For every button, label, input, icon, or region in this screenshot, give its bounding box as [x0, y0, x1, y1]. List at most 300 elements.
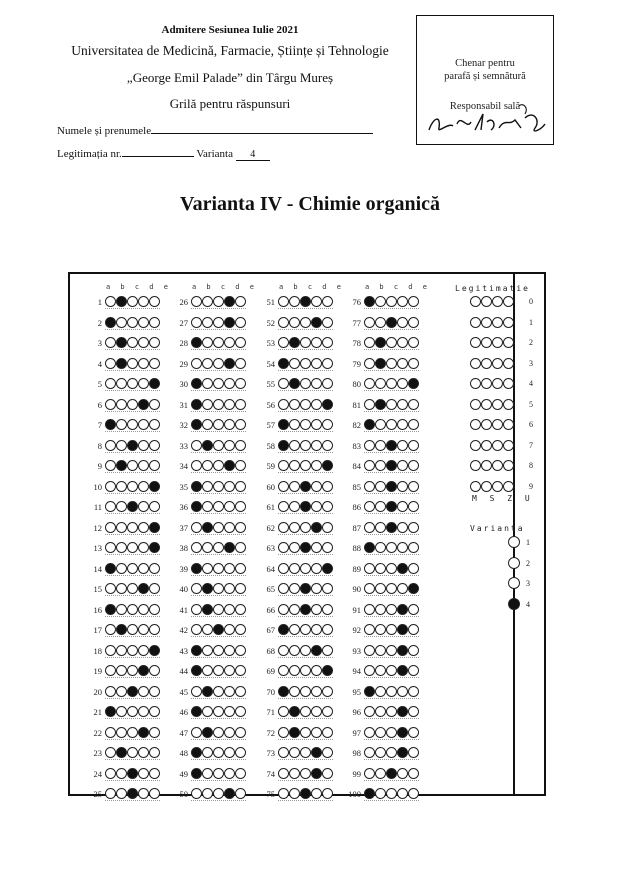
bubble-b[interactable] [202, 296, 213, 307]
bubble-d[interactable] [397, 358, 408, 369]
bubble-c[interactable] [386, 624, 397, 635]
bubble-a[interactable] [278, 645, 289, 656]
bubble-d[interactable] [311, 460, 322, 471]
id-digit-bubble[interactable] [492, 358, 503, 369]
bubble-c[interactable] [386, 542, 397, 553]
bubble-e[interactable] [408, 481, 419, 492]
bubble-d[interactable] [224, 419, 235, 430]
variant-bubble-2[interactable] [508, 557, 520, 569]
bubble-b[interactable] [375, 522, 386, 533]
bubble-a[interactable] [105, 419, 116, 430]
id-digit-bubble[interactable] [470, 481, 481, 492]
bubble-c[interactable] [300, 788, 311, 799]
variant-bubble-3[interactable] [508, 577, 520, 589]
id-digit-bubble[interactable] [481, 358, 492, 369]
bubble-c[interactable] [127, 563, 138, 574]
bubble-e[interactable] [408, 686, 419, 697]
bubble-d[interactable] [311, 440, 322, 451]
bubble-c[interactable] [127, 358, 138, 369]
bubble-c[interactable] [213, 563, 224, 574]
bubble-a[interactable] [364, 419, 375, 430]
bubble-b[interactable] [116, 358, 127, 369]
bubble-d[interactable] [397, 768, 408, 779]
bubble-e[interactable] [235, 378, 246, 389]
bubble-a[interactable] [278, 481, 289, 492]
bubble-a[interactable] [364, 440, 375, 451]
bubble-a[interactable] [191, 419, 202, 430]
bubble-a[interactable] [278, 399, 289, 410]
bubble-d[interactable] [138, 686, 149, 697]
bubble-a[interactable] [105, 522, 116, 533]
bubble-e[interactable] [322, 378, 333, 389]
bubble-c[interactable] [127, 337, 138, 348]
bubble-e[interactable] [408, 768, 419, 779]
bubble-b[interactable] [375, 358, 386, 369]
bubble-e[interactable] [322, 296, 333, 307]
bubble-a[interactable] [364, 460, 375, 471]
bubble-b[interactable] [289, 440, 300, 451]
id-digit-bubble[interactable] [503, 440, 514, 451]
bubble-e[interactable] [149, 399, 160, 410]
bubble-e[interactable] [322, 604, 333, 615]
bubble-e[interactable] [235, 337, 246, 348]
bubble-e[interactable] [235, 665, 246, 676]
bubble-c[interactable] [127, 296, 138, 307]
bubble-e[interactable] [322, 747, 333, 758]
bubble-d[interactable] [397, 542, 408, 553]
bubble-b[interactable] [202, 624, 213, 635]
bubble-a[interactable] [278, 522, 289, 533]
bubble-b[interactable] [202, 542, 213, 553]
bubble-e[interactable] [235, 317, 246, 328]
bubble-b[interactable] [375, 768, 386, 779]
bubble-e[interactable] [322, 706, 333, 717]
id-digit-bubble[interactable] [503, 460, 514, 471]
bubble-d[interactable] [397, 788, 408, 799]
bubble-b[interactable] [116, 542, 127, 553]
bubble-a[interactable] [364, 768, 375, 779]
bubble-e[interactable] [235, 399, 246, 410]
bubble-e[interactable] [322, 727, 333, 738]
bubble-c[interactable] [213, 604, 224, 615]
bubble-b[interactable] [116, 645, 127, 656]
variant-bubble-1[interactable] [508, 536, 520, 548]
bubble-a[interactable] [191, 768, 202, 779]
bubble-e[interactable] [322, 522, 333, 533]
id-digit-bubble[interactable] [481, 399, 492, 410]
bubble-d[interactable] [138, 706, 149, 717]
id-digit-bubble[interactable] [492, 378, 503, 389]
bubble-a[interactable] [278, 563, 289, 574]
bubble-d[interactable] [397, 604, 408, 615]
bubble-b[interactable] [116, 296, 127, 307]
bubble-d[interactable] [224, 358, 235, 369]
bubble-a[interactable] [105, 399, 116, 410]
bubble-a[interactable] [278, 501, 289, 512]
bubble-c[interactable] [213, 665, 224, 676]
bubble-a[interactable] [191, 727, 202, 738]
bubble-a[interactable] [278, 788, 289, 799]
bubble-d[interactable] [224, 296, 235, 307]
bubble-a[interactable] [278, 542, 289, 553]
bubble-a[interactable] [364, 788, 375, 799]
bubble-a[interactable] [105, 440, 116, 451]
id-digit-bubble[interactable] [470, 440, 481, 451]
bubble-e[interactable] [322, 460, 333, 471]
bubble-e[interactable] [149, 624, 160, 635]
bubble-d[interactable] [311, 481, 322, 492]
bubble-a[interactable] [191, 542, 202, 553]
bubble-e[interactable] [235, 583, 246, 594]
bubble-b[interactable] [375, 583, 386, 594]
bubble-c[interactable] [386, 399, 397, 410]
bubble-c[interactable] [386, 337, 397, 348]
bubble-d[interactable] [397, 378, 408, 389]
bubble-e[interactable] [149, 645, 160, 656]
bubble-b[interactable] [116, 563, 127, 574]
bubble-d[interactable] [224, 645, 235, 656]
bubble-d[interactable] [397, 501, 408, 512]
bubble-a[interactable] [364, 604, 375, 615]
bubble-c[interactable] [386, 419, 397, 430]
bubble-c[interactable] [386, 727, 397, 738]
bubble-c[interactable] [300, 317, 311, 328]
bubble-c[interactable] [213, 460, 224, 471]
bubble-e[interactable] [149, 419, 160, 430]
bubble-e[interactable] [322, 337, 333, 348]
id-digit-bubble[interactable] [470, 358, 481, 369]
bubble-b[interactable] [116, 788, 127, 799]
bubble-b[interactable] [289, 747, 300, 758]
bubble-d[interactable] [397, 686, 408, 697]
bubble-d[interactable] [138, 542, 149, 553]
bubble-a[interactable] [364, 296, 375, 307]
bubble-c[interactable] [300, 665, 311, 676]
bubble-b[interactable] [375, 481, 386, 492]
bubble-e[interactable] [149, 460, 160, 471]
bubble-e[interactable] [235, 747, 246, 758]
bubble-c[interactable] [127, 747, 138, 758]
bubble-b[interactable] [375, 604, 386, 615]
bubble-e[interactable] [235, 563, 246, 574]
bubble-c[interactable] [300, 481, 311, 492]
bubble-b[interactable] [202, 727, 213, 738]
bubble-b[interactable] [289, 563, 300, 574]
bubble-c[interactable] [127, 481, 138, 492]
bubble-b[interactable] [202, 440, 213, 451]
bubble-b[interactable] [202, 378, 213, 389]
bubble-e[interactable] [149, 665, 160, 676]
bubble-d[interactable] [311, 686, 322, 697]
bubble-c[interactable] [213, 399, 224, 410]
bubble-c[interactable] [300, 727, 311, 738]
bubble-e[interactable] [408, 337, 419, 348]
bubble-d[interactable] [311, 747, 322, 758]
bubble-e[interactable] [149, 358, 160, 369]
bubble-b[interactable] [116, 440, 127, 451]
bubble-c[interactable] [386, 583, 397, 594]
bubble-b[interactable] [375, 706, 386, 717]
id-digit-bubble[interactable] [470, 317, 481, 328]
bubble-d[interactable] [397, 645, 408, 656]
bubble-e[interactable] [235, 419, 246, 430]
bubble-a[interactable] [278, 296, 289, 307]
bubble-d[interactable] [138, 419, 149, 430]
bubble-b[interactable] [202, 604, 213, 615]
bubble-c[interactable] [213, 337, 224, 348]
bubble-e[interactable] [235, 440, 246, 451]
bubble-e[interactable] [408, 440, 419, 451]
bubble-b[interactable] [289, 501, 300, 512]
bubble-a[interactable] [191, 358, 202, 369]
bubble-c[interactable] [300, 604, 311, 615]
bubble-e[interactable] [235, 604, 246, 615]
bubble-a[interactable] [105, 296, 116, 307]
bubble-b[interactable] [116, 481, 127, 492]
bubble-a[interactable] [278, 727, 289, 738]
bubble-d[interactable] [138, 727, 149, 738]
bubble-e[interactable] [408, 583, 419, 594]
bubble-d[interactable] [397, 563, 408, 574]
bubble-b[interactable] [202, 706, 213, 717]
bubble-b[interactable] [202, 563, 213, 574]
bubble-b[interactable] [375, 317, 386, 328]
bubble-a[interactable] [278, 378, 289, 389]
bubble-e[interactable] [408, 296, 419, 307]
bubble-b[interactable] [116, 706, 127, 717]
bubble-c[interactable] [213, 624, 224, 635]
bubble-a[interactable] [191, 645, 202, 656]
bubble-b[interactable] [289, 460, 300, 471]
bubble-d[interactable] [397, 419, 408, 430]
bubble-c[interactable] [386, 788, 397, 799]
bubble-b[interactable] [289, 337, 300, 348]
bubble-c[interactable] [300, 706, 311, 717]
bubble-a[interactable] [105, 706, 116, 717]
bubble-d[interactable] [138, 522, 149, 533]
id-digit-bubble[interactable] [481, 460, 492, 471]
bubble-c[interactable] [127, 604, 138, 615]
bubble-a[interactable] [105, 583, 116, 594]
bubble-e[interactable] [322, 501, 333, 512]
bubble-c[interactable] [386, 645, 397, 656]
bubble-c[interactable] [386, 522, 397, 533]
bubble-c[interactable] [127, 522, 138, 533]
bubble-a[interactable] [105, 481, 116, 492]
bubble-d[interactable] [397, 665, 408, 676]
bubble-b[interactable] [375, 542, 386, 553]
bubble-d[interactable] [311, 645, 322, 656]
bubble-d[interactable] [311, 501, 322, 512]
bubble-e[interactable] [408, 522, 419, 533]
bubble-d[interactable] [224, 604, 235, 615]
bubble-d[interactable] [397, 317, 408, 328]
bubble-a[interactable] [191, 378, 202, 389]
bubble-c[interactable] [386, 440, 397, 451]
bubble-c[interactable] [127, 624, 138, 635]
bubble-b[interactable] [375, 460, 386, 471]
bubble-c[interactable] [213, 583, 224, 594]
bubble-b[interactable] [375, 747, 386, 758]
bubble-c[interactable] [127, 768, 138, 779]
bubble-d[interactable] [224, 501, 235, 512]
bubble-e[interactable] [149, 768, 160, 779]
bubble-c[interactable] [300, 768, 311, 779]
id-digit-bubble[interactable] [503, 317, 514, 328]
bubble-e[interactable] [322, 542, 333, 553]
id-digit-bubble[interactable] [481, 481, 492, 492]
bubble-c[interactable] [213, 686, 224, 697]
bubble-e[interactable] [322, 419, 333, 430]
bubble-d[interactable] [224, 542, 235, 553]
bubble-c[interactable] [213, 296, 224, 307]
bubble-d[interactable] [224, 583, 235, 594]
bubble-e[interactable] [149, 788, 160, 799]
id-digit-bubble[interactable] [470, 296, 481, 307]
bubble-a[interactable] [191, 460, 202, 471]
bubble-d[interactable] [397, 460, 408, 471]
bubble-a[interactable] [191, 706, 202, 717]
bubble-c[interactable] [386, 768, 397, 779]
bubble-b[interactable] [202, 481, 213, 492]
bubble-e[interactable] [235, 727, 246, 738]
bubble-d[interactable] [138, 378, 149, 389]
bubble-b[interactable] [202, 686, 213, 697]
bubble-a[interactable] [278, 583, 289, 594]
bubble-a[interactable] [278, 317, 289, 328]
bubble-a[interactable] [364, 706, 375, 717]
bubble-e[interactable] [235, 460, 246, 471]
bubble-c[interactable] [213, 481, 224, 492]
bubble-b[interactable] [375, 788, 386, 799]
bubble-d[interactable] [138, 440, 149, 451]
bubble-c[interactable] [127, 788, 138, 799]
bubble-c[interactable] [300, 563, 311, 574]
bubble-c[interactable] [127, 727, 138, 738]
bubble-c[interactable] [213, 378, 224, 389]
bubble-e[interactable] [149, 706, 160, 717]
name-line[interactable] [151, 122, 373, 134]
bubble-b[interactable] [289, 296, 300, 307]
id-digit-bubble[interactable] [470, 419, 481, 430]
id-digit-bubble[interactable] [481, 296, 492, 307]
bubble-b[interactable] [375, 378, 386, 389]
bubble-a[interactable] [191, 624, 202, 635]
bubble-b[interactable] [116, 337, 127, 348]
bubble-c[interactable] [300, 747, 311, 758]
bubble-c[interactable] [213, 542, 224, 553]
bubble-a[interactable] [278, 358, 289, 369]
bubble-e[interactable] [149, 522, 160, 533]
bubble-c[interactable] [213, 317, 224, 328]
bubble-c[interactable] [127, 542, 138, 553]
bubble-e[interactable] [149, 296, 160, 307]
bubble-c[interactable] [300, 645, 311, 656]
bubble-a[interactable] [105, 624, 116, 635]
bubble-d[interactable] [397, 337, 408, 348]
bubble-a[interactable] [105, 337, 116, 348]
id-digit-bubble[interactable] [503, 481, 514, 492]
bubble-d[interactable] [138, 358, 149, 369]
bubble-d[interactable] [397, 747, 408, 758]
bubble-a[interactable] [105, 563, 116, 574]
bubble-c[interactable] [127, 378, 138, 389]
bubble-d[interactable] [311, 665, 322, 676]
bubble-c[interactable] [127, 686, 138, 697]
bubble-e[interactable] [408, 460, 419, 471]
bubble-b[interactable] [289, 542, 300, 553]
bubble-e[interactable] [322, 317, 333, 328]
bubble-a[interactable] [364, 563, 375, 574]
bubble-a[interactable] [105, 645, 116, 656]
bubble-c[interactable] [127, 665, 138, 676]
bubble-c[interactable] [127, 399, 138, 410]
bubble-b[interactable] [202, 358, 213, 369]
bubble-a[interactable] [105, 686, 116, 697]
bubble-d[interactable] [224, 378, 235, 389]
bubble-d[interactable] [311, 358, 322, 369]
bubble-c[interactable] [213, 440, 224, 451]
bubble-e[interactable] [149, 440, 160, 451]
bubble-a[interactable] [364, 522, 375, 533]
bubble-d[interactable] [397, 583, 408, 594]
bubble-c[interactable] [300, 337, 311, 348]
bubble-b[interactable] [289, 686, 300, 697]
bubble-b[interactable] [116, 624, 127, 635]
bubble-b[interactable] [289, 317, 300, 328]
bubble-c[interactable] [213, 358, 224, 369]
bubble-a[interactable] [364, 378, 375, 389]
bubble-a[interactable] [105, 788, 116, 799]
bubble-b[interactable] [375, 624, 386, 635]
bubble-d[interactable] [138, 460, 149, 471]
bubble-c[interactable] [386, 604, 397, 615]
bubble-d[interactable] [224, 768, 235, 779]
bubble-e[interactable] [235, 768, 246, 779]
bubble-c[interactable] [127, 645, 138, 656]
bubble-a[interactable] [191, 665, 202, 676]
bubble-e[interactable] [408, 747, 419, 758]
bubble-e[interactable] [149, 337, 160, 348]
bubble-a[interactable] [191, 686, 202, 697]
bubble-d[interactable] [311, 768, 322, 779]
bubble-b[interactable] [202, 665, 213, 676]
bubble-b[interactable] [202, 419, 213, 430]
bubble-e[interactable] [322, 358, 333, 369]
bubble-b[interactable] [375, 686, 386, 697]
bubble-c[interactable] [386, 296, 397, 307]
bubble-d[interactable] [224, 665, 235, 676]
bubble-c[interactable] [213, 645, 224, 656]
bubble-b[interactable] [202, 399, 213, 410]
id-digit-bubble[interactable] [492, 419, 503, 430]
bubble-c[interactable] [386, 317, 397, 328]
bubble-d[interactable] [311, 624, 322, 635]
bubble-a[interactable] [364, 337, 375, 348]
bubble-a[interactable] [364, 747, 375, 758]
bubble-a[interactable] [191, 788, 202, 799]
bubble-d[interactable] [138, 747, 149, 758]
bubble-b[interactable] [116, 604, 127, 615]
id-digit-bubble[interactable] [503, 419, 514, 430]
bubble-d[interactable] [311, 522, 322, 533]
bubble-a[interactable] [191, 583, 202, 594]
bubble-c[interactable] [386, 358, 397, 369]
bubble-a[interactable] [191, 604, 202, 615]
bubble-b[interactable] [202, 337, 213, 348]
id-digit-bubble[interactable] [470, 337, 481, 348]
bubble-d[interactable] [397, 624, 408, 635]
